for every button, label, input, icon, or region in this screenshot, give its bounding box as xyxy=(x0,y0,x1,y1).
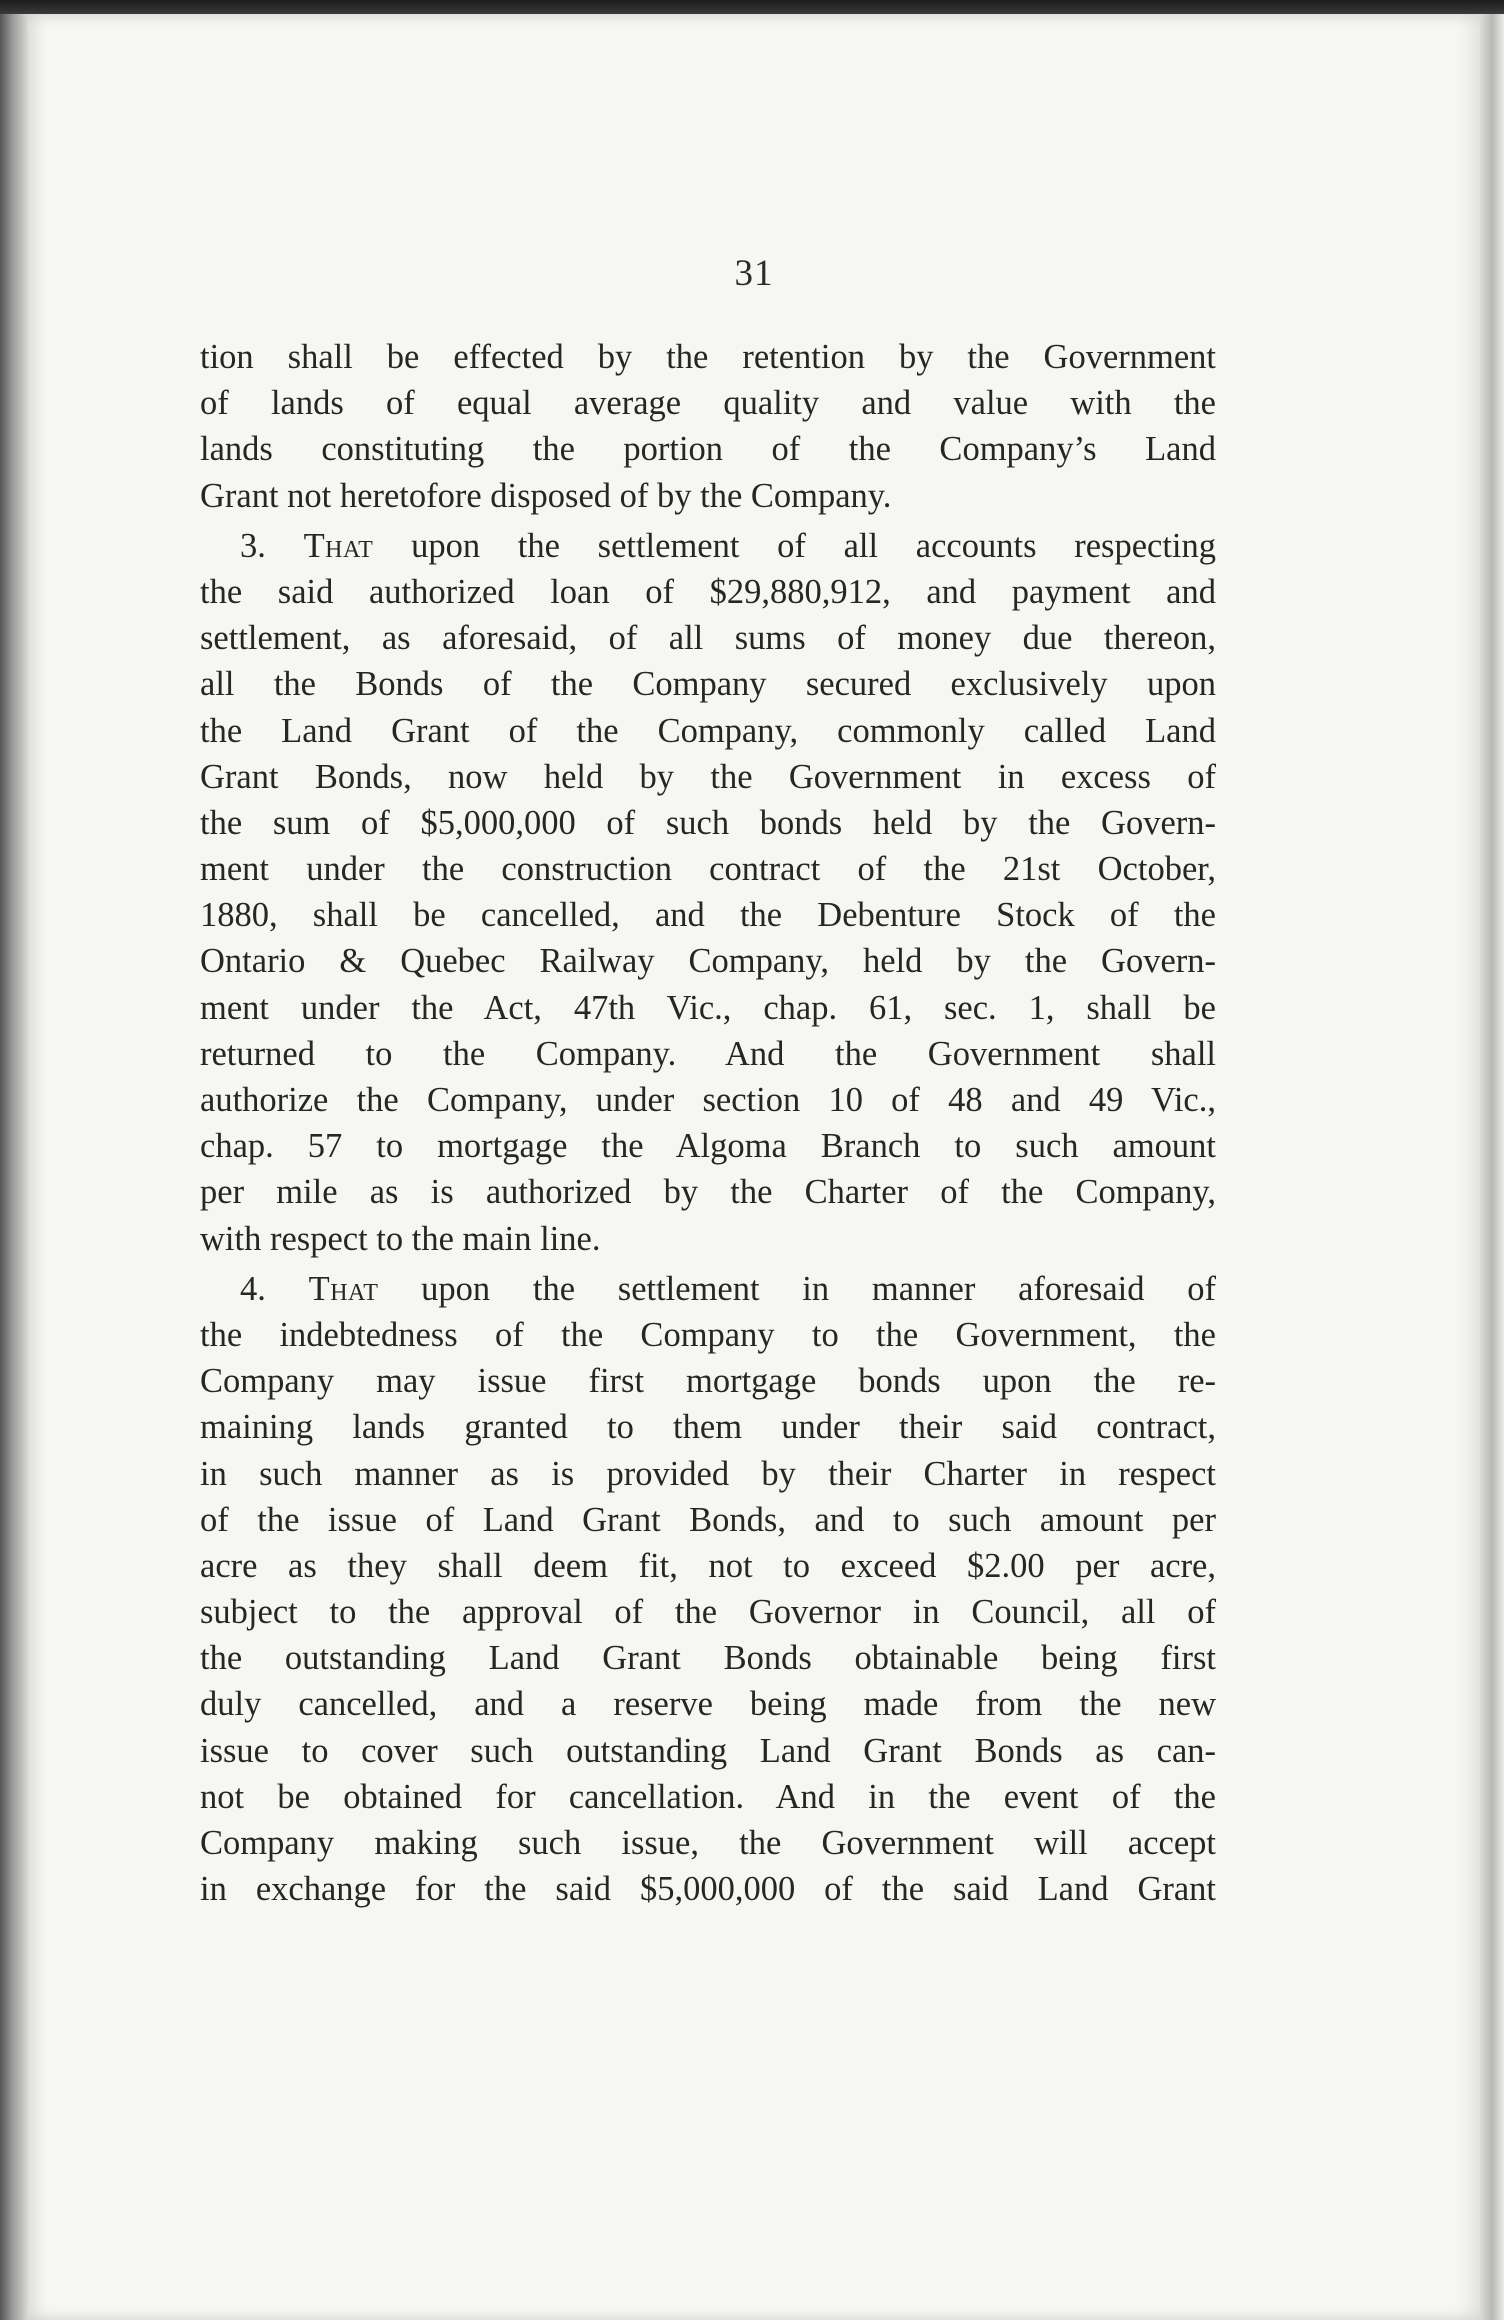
text-line: authorize the Company, under section 10 of 48 and 49 Vic., xyxy=(200,1081,1216,1119)
paragraph-3 xyxy=(200,523,1216,1262)
text-line: maining lands granted to them under their said contract, xyxy=(200,1408,1216,1447)
text-line: Grant Bonds, now held by the Government in excess of xyxy=(200,757,1216,796)
text-line: Company may issue first mortgage bonds upon the re- xyxy=(200,1362,1216,1401)
text-line: the outstanding Land Grant Bonds obtainable being first xyxy=(200,1639,1216,1678)
text-line: Ontario & Quebec Railway Company, held by the Govern- xyxy=(200,942,1216,981)
page-number: 31 xyxy=(734,253,774,294)
text-line: settlement, as aforesaid, of all sums of money due thereon, xyxy=(200,619,1216,658)
text-line: per mile as is authorized by the Charter of the Company, xyxy=(200,1173,1216,1212)
text-line: the indebtedness of the Company to the Government, the xyxy=(200,1315,1216,1354)
text-line: chap. 57 to mortgage the Algoma Branch to such amount xyxy=(200,1127,1216,1166)
text-line: ment under the Act, 47th Vic., chap. 61, sec. 1, shall be xyxy=(200,988,1216,1027)
text-line: the Land Grant of the Company, commonly called Land xyxy=(200,711,1216,750)
text-line: in such manner as is provided by their Charter in respect xyxy=(200,1454,1216,1493)
text-line: acre as they shall deem fit, not to exceed $2.00 per acre, xyxy=(200,1546,1216,1585)
text-line: ment under the construction contract of the 21st October, xyxy=(200,850,1216,889)
clause-lead-word: That xyxy=(303,526,374,565)
body-text xyxy=(200,334,1216,1912)
text-line: the said authorized loan of $29,880,912, and payment and xyxy=(200,572,1216,611)
text-line: 1880, shall be cancelled, and the Debenture Stock of the xyxy=(200,896,1216,935)
text-line: not be obtained for cancellation. And in the event of the xyxy=(200,1777,1216,1816)
text-line: duly cancelled, and a reserve being made from the new xyxy=(200,1685,1216,1724)
clause-lead-word: That xyxy=(308,1269,379,1308)
text-line: Company making such issue, the Government will accept xyxy=(200,1824,1216,1862)
text-line: tion shall be effected by the retention by the Government xyxy=(200,338,1216,376)
text-line: in exchange for the said $5,000,000 of the said Land Grant xyxy=(200,1870,1216,1909)
page-right-edge xyxy=(1480,0,1504,2320)
text-line-first xyxy=(200,523,1216,569)
clause-first-line-text: upon the settlement in manner aforesaid of xyxy=(421,1269,1217,1308)
page-left-edge xyxy=(0,0,28,2320)
clause-first-line-text: upon the settlement of all accounts respecting xyxy=(411,526,1216,565)
text-line: all the Bonds of the Company secured exclusively upon xyxy=(200,665,1216,704)
text-line: Grant not heretofore disposed of by the Company. xyxy=(200,476,892,515)
text-line: of the issue of Land Grant Bonds, and to such amount per xyxy=(200,1500,1216,1539)
text-line: subject to the approval of the Governor in Council, all of xyxy=(200,1593,1216,1632)
paragraph-continuation xyxy=(200,334,1216,519)
text-line: lands constituting the portion of the Company’s Land xyxy=(200,430,1216,469)
text-line: of lands of equal average quality and value with the xyxy=(200,384,1216,423)
text-line: issue to cover such outstanding Land Grant Bonds as can- xyxy=(200,1731,1216,1770)
clause-number: 4. xyxy=(240,1269,266,1308)
paragraph-4 xyxy=(200,1266,1216,1913)
clause-number: 3. xyxy=(240,526,266,565)
text-line: returned to the Company. And the Government shall xyxy=(200,1034,1216,1073)
document-page xyxy=(28,14,1480,2320)
text-line: with respect to the main line. xyxy=(200,1219,601,1258)
scan-top-edge xyxy=(0,0,1504,14)
text-line-first xyxy=(200,1266,1216,1312)
text-line: the sum of $5,000,000 of such bonds held by the Govern- xyxy=(200,803,1216,842)
